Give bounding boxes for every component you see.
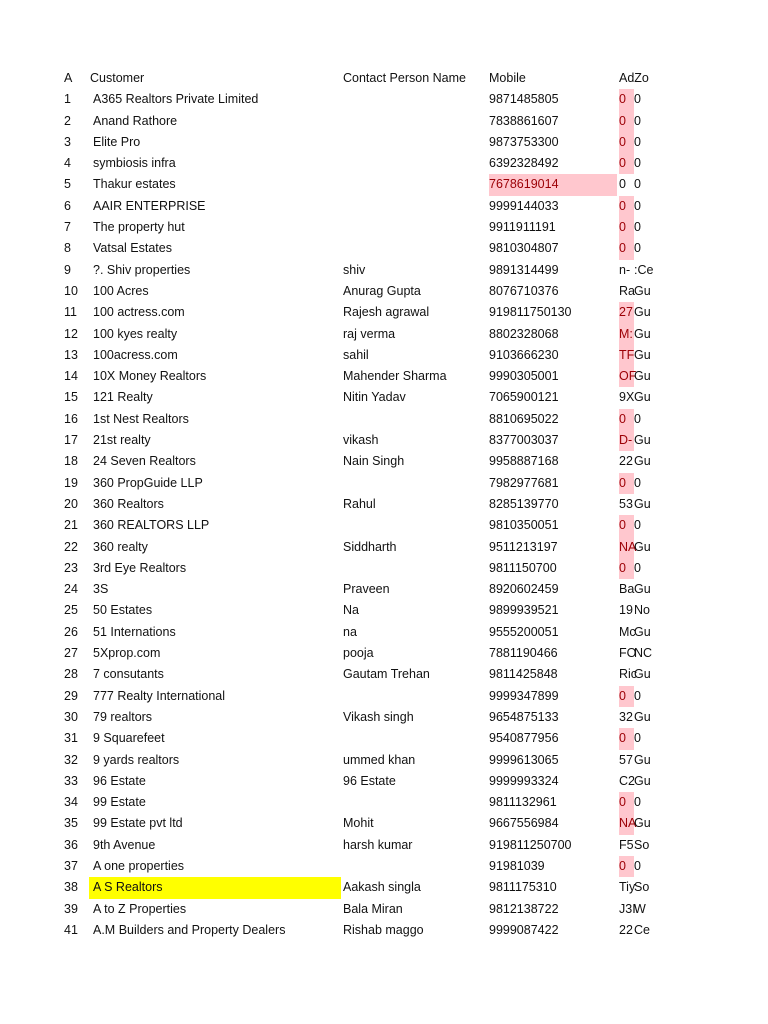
address-cell[interactable]: 0 [619, 686, 634, 707]
contact-person-cell[interactable]: Vikash singh [343, 709, 414, 724]
row-index[interactable]: 14 [64, 369, 78, 384]
header-contact-person[interactable]: Contact Person Name [343, 71, 466, 85]
customer-cell[interactable]: A.M Builders and Property Dealers [93, 922, 286, 937]
customer-cell[interactable]: 10X Money Realtors [93, 369, 207, 384]
row-index[interactable]: 7 [64, 220, 71, 235]
mobile-cell[interactable]: 9511213197 [489, 539, 558, 554]
address-cell[interactable]: 0 [619, 111, 634, 132]
contact-person-cell[interactable] [343, 217, 487, 238]
address-cell-overflow[interactable]: Gu [634, 816, 651, 831]
mobile-cell[interactable]: 9555200051 [489, 624, 559, 639]
address-cell[interactable]: 0 [619, 792, 634, 813]
mobile-cell[interactable]: 9899939521 [489, 603, 559, 618]
row-index[interactable]: 6 [64, 198, 71, 213]
mobile-cell[interactable]: 9911911191 [489, 220, 556, 235]
contact-person-cell[interactable]: Rishab maggo [343, 922, 424, 937]
mobile-cell[interactable]: 9999993324 [489, 773, 559, 788]
address-cell[interactable]: Mc [619, 624, 636, 639]
address-cell[interactable]: 0 [619, 238, 634, 259]
table-row [0, 132, 768, 153]
address-cell[interactable]: 19 [619, 603, 633, 618]
contact-person-cell[interactable]: harsh kumar [343, 837, 413, 852]
table-row [0, 707, 768, 728]
address-cell[interactable]: n- [619, 262, 631, 277]
contact-person-cell[interactable] [343, 238, 487, 259]
address-cell-overflow[interactable]: Gu [634, 624, 651, 639]
mobile-cell[interactable]: 9999144033 [489, 198, 559, 213]
address-cell[interactable]: 0 [619, 217, 634, 238]
address-cell[interactable]: 0 [619, 409, 634, 430]
mobile-cell[interactable]: 9811425848 [489, 667, 558, 682]
mobile-cell[interactable]: 9654875133 [489, 709, 559, 724]
row-index[interactable]: 10 [64, 283, 78, 298]
customer-cell[interactable]: 9 Squarefeet [93, 731, 165, 746]
table-row [0, 622, 768, 643]
spreadsheet [0, 68, 768, 941]
customer-cell[interactable]: 50 Estates [93, 603, 153, 618]
table-row [0, 451, 768, 472]
contact-person-cell[interactable]: sahil [343, 347, 369, 362]
address-cell[interactable]: 0 [619, 153, 634, 174]
mobile-cell[interactable]: 9999087422 [489, 922, 559, 937]
table-row [0, 515, 768, 536]
row-index[interactable]: 9 [64, 262, 71, 277]
mobile-cell[interactable]: 9871485805 [489, 92, 559, 107]
customer-cell[interactable]: 21st realty [93, 433, 151, 448]
row-index[interactable]: 26 [64, 624, 78, 639]
address-cell[interactable]: 9X [619, 390, 635, 405]
contact-person-cell[interactable] [343, 409, 487, 430]
row-index[interactable]: 34 [64, 795, 78, 810]
customer-cell[interactable]: 360 realty [93, 539, 148, 554]
mobile-cell[interactable]: 9891314499 [489, 262, 559, 277]
row-index[interactable]: 30 [64, 709, 78, 724]
contact-person-cell[interactable]: na [343, 624, 357, 639]
customer-cell[interactable]: ?. Shiv properties [93, 262, 191, 277]
row-index[interactable]: 20 [64, 496, 78, 511]
address-cell-overflow[interactable]: No [634, 603, 650, 618]
header-index[interactable]: A [64, 71, 73, 85]
address-cell-overflow[interactable]: 0 [634, 858, 641, 873]
customer-cell[interactable]: symbiosis infra [93, 156, 176, 171]
contact-person-cell[interactable]: Anurag Gupta [343, 283, 421, 298]
table-row [0, 473, 768, 494]
row-index[interactable]: 5 [64, 177, 71, 192]
contact-person-cell[interactable]: Aakash singla [343, 880, 421, 895]
contact-person-cell[interactable]: vikash [343, 433, 379, 448]
address-cell[interactable]: 0 [619, 89, 634, 110]
mobile-cell[interactable]: 8810695022 [489, 411, 559, 426]
address-cell[interactable]: Ra [619, 283, 635, 298]
contact-person-cell[interactable] [343, 174, 487, 195]
row-index[interactable]: 41 [64, 922, 78, 937]
address-cell-overflow[interactable]: 0 [634, 795, 641, 810]
address-cell-overflow[interactable]: 0 [634, 241, 641, 256]
address-cell-overflow[interactable]: Gu [634, 283, 651, 298]
address-cell[interactable]: 53 [619, 496, 633, 511]
table-row [0, 579, 768, 600]
mobile-cell[interactable]: 7881190466 [489, 646, 558, 661]
customer-cell[interactable]: A365 Realtors Private Limited [93, 92, 259, 107]
contact-person-cell[interactable]: Nain Singh [343, 454, 405, 469]
contact-person-cell[interactable]: Nitin Yadav [343, 390, 406, 405]
address-cell[interactable]: OF [619, 366, 634, 387]
mobile-cell[interactable]: 9873753300 [489, 134, 559, 149]
address-cell-overflow[interactable]: So [634, 880, 650, 895]
address-cell-overflow[interactable]: Gu [634, 773, 651, 788]
customer-cell[interactable]: 100 Acres [93, 283, 149, 298]
address-cell-overflow[interactable]: Gu [634, 305, 651, 320]
mobile-cell[interactable]: 8920602459 [489, 582, 559, 597]
customer-cell[interactable]: 360 PropGuide LLP [93, 475, 203, 490]
address-cell[interactable]: FO [619, 646, 637, 661]
table-row [0, 302, 768, 323]
customer-cell[interactable]: 99 Estate pvt ltd [93, 816, 183, 831]
contact-person-cell[interactable]: shiv [343, 262, 366, 277]
address-cell-overflow[interactable]: Gu [634, 390, 651, 405]
customer-cell[interactable]: The property hut [93, 220, 185, 235]
address-cell-overflow[interactable]: So [634, 837, 650, 852]
table-row [0, 877, 768, 898]
address-cell-overflow[interactable]: 0 [634, 411, 641, 426]
table-row [0, 664, 768, 685]
customer-cell[interactable]: 5Xprop.com [93, 646, 161, 661]
customer-cell[interactable]: 100 kyes realty [93, 326, 178, 341]
row-index[interactable]: 15 [64, 390, 78, 405]
address-cell-overflow[interactable]: 0 [634, 198, 641, 213]
customer-cell[interactable]: 79 realtors [93, 709, 153, 724]
address-cell[interactable]: 0 [619, 177, 626, 192]
address-cell[interactable]: TF [619, 345, 634, 366]
address-cell[interactable]: D- [619, 430, 634, 451]
address-cell[interactable]: Ba [619, 582, 635, 597]
table-row [0, 686, 768, 707]
table-row [0, 89, 768, 110]
customer-cell[interactable]: 24 Seven Realtors [93, 454, 196, 469]
header-customer[interactable]: Customer [90, 71, 145, 85]
table-row [0, 366, 768, 387]
row-index[interactable]: 36 [64, 837, 78, 852]
customer-cell[interactable]: 121 Realty [93, 390, 153, 405]
customer-cell[interactable]: Anand Rathore [93, 113, 178, 128]
row-index[interactable]: 21 [64, 518, 78, 533]
mobile-cell[interactable]: 9999613065 [489, 752, 559, 767]
address-cell[interactable]: J3I [619, 901, 636, 916]
address-cell-overflow[interactable]: Gu [634, 433, 651, 448]
mobile-cell[interactable]: 9811150700 [489, 560, 557, 575]
customer-cell[interactable]: 3rd Eye Realtors [93, 560, 187, 575]
address-cell-overflow[interactable]: 0 [634, 220, 641, 235]
contact-person-cell[interactable]: Bala Miran [343, 901, 403, 916]
contact-person-cell[interactable] [343, 728, 487, 749]
mobile-cell[interactable]: 8377003037 [489, 433, 559, 448]
mobile-cell[interactable]: 8076710376 [489, 283, 559, 298]
customer-cell[interactable]: 99 Estate [93, 795, 146, 810]
table-row [0, 537, 768, 558]
mobile-cell[interactable]: 9811132961 [489, 795, 557, 810]
row-index[interactable]: 22 [64, 539, 78, 554]
address-cell-overflow[interactable]: Gu [634, 667, 651, 682]
customer-cell[interactable]: Vatsal Estates [93, 241, 172, 256]
contact-person-cell[interactable] [343, 111, 487, 132]
header-mobile[interactable]: Mobile [489, 71, 526, 85]
row-index[interactable]: 29 [64, 688, 78, 703]
address-cell[interactable]: Tiy [619, 880, 636, 895]
row-index[interactable]: 35 [64, 816, 78, 831]
mobile-cell[interactable]: 919811750130 [489, 305, 572, 320]
address-cell[interactable]: 22 [619, 922, 633, 937]
address-cell-overflow[interactable]: 0 [634, 688, 641, 703]
table-row [0, 899, 768, 920]
customer-cell[interactable]: AAIR ENTERPRISE [93, 198, 206, 213]
contact-person-cell[interactable]: 96 Estate [343, 773, 396, 788]
address-cell-overflow[interactable]: :Ce [634, 262, 654, 277]
mobile-cell[interactable]: 7678619014 [489, 174, 617, 195]
customer-cell[interactable]: 100acress.com [93, 347, 178, 362]
customer-cell[interactable]: 3S [93, 582, 109, 597]
contact-person-cell[interactable] [343, 686, 487, 707]
row-index[interactable]: 18 [64, 454, 78, 469]
table-row [0, 153, 768, 174]
contact-person-cell[interactable]: Rajesh agrawal [343, 305, 430, 320]
address-cell-overflow[interactable]: Gu [634, 709, 651, 724]
address-cell-overflow[interactable]: 0 [634, 113, 641, 128]
contact-person-cell[interactable]: Rahul [343, 496, 376, 511]
address-cell-overflow[interactable]: Gu [634, 347, 651, 362]
row-index[interactable]: 31 [64, 731, 78, 746]
row-index[interactable]: 2 [64, 113, 71, 128]
contact-person-cell[interactable]: Gautam Trehan [343, 667, 430, 682]
table-row [0, 217, 768, 238]
row-index[interactable]: 28 [64, 667, 78, 682]
table-row [0, 345, 768, 366]
mobile-cell[interactable]: 9990305001 [489, 369, 559, 384]
table-row [0, 430, 768, 451]
table-row [0, 728, 768, 749]
address-cell[interactable]: NA [619, 813, 634, 834]
address-cell-overflow[interactable]: Gu [634, 539, 651, 554]
contact-person-cell[interactable]: Na [343, 603, 359, 618]
contact-person-cell[interactable]: ummed khan [343, 752, 416, 767]
contact-person-cell[interactable] [343, 473, 487, 494]
table-row [0, 750, 768, 771]
mobile-cell[interactable]: 9999347899 [489, 688, 559, 703]
address-cell-overflow[interactable]: NC [634, 646, 653, 661]
contact-person-cell[interactable] [343, 153, 487, 174]
address-cell[interactable]: 0 [619, 473, 634, 494]
row-index[interactable]: 12 [64, 326, 78, 341]
table-row [0, 494, 768, 515]
contact-person-cell[interactable] [343, 132, 487, 153]
customer-cell[interactable]: Elite Pro [93, 134, 141, 149]
table-row [0, 196, 768, 217]
table-row [0, 558, 768, 579]
contact-person-cell[interactable] [343, 558, 487, 579]
row-index[interactable]: 39 [64, 901, 78, 916]
mobile-cell[interactable]: 9667556984 [489, 816, 559, 831]
row-index[interactable]: 32 [64, 752, 78, 767]
customer-cell[interactable]: 51 Internations [93, 624, 176, 639]
address-cell-overflow[interactable]: 0 [634, 518, 641, 533]
address-cell-overflow[interactable]: Gu [634, 582, 651, 597]
table-row [0, 835, 768, 856]
customer-cell[interactable]: 777 Realty International [93, 688, 226, 703]
contact-person-cell[interactable]: raj verma [343, 326, 396, 341]
address-cell-overflow[interactable]: 0 [634, 177, 641, 192]
mobile-cell[interactable]: 7982977681 [489, 475, 559, 490]
contact-person-cell[interactable]: Siddharth [343, 539, 397, 554]
address-cell-overflow[interactable]: Gu [634, 326, 651, 341]
customer-cell[interactable]: 9th Avenue [93, 837, 156, 852]
customer-cell[interactable]: 7 consutants [93, 667, 164, 682]
header-address[interactable]: AdZo [619, 71, 649, 85]
customer-cell[interactable]: 9 yards realtors [93, 752, 180, 767]
address-cell[interactable]: 57 [619, 752, 633, 767]
mobile-cell[interactable]: 6392328492 [489, 156, 559, 171]
address-cell[interactable]: NA [619, 537, 634, 558]
address-cell-overflow[interactable]: Ce [634, 922, 650, 937]
customer-cell[interactable]: 360 Realtors [93, 496, 164, 511]
row-index[interactable]: 1 [64, 92, 71, 107]
row-index[interactable]: 24 [64, 582, 78, 597]
table-row [0, 792, 768, 813]
header-row [0, 68, 768, 89]
row-index[interactable]: 23 [64, 560, 78, 575]
mobile-cell[interactable]: 9810350051 [489, 518, 559, 533]
mobile-cell[interactable]: 9812138722 [489, 901, 559, 916]
contact-person-cell[interactable] [343, 792, 487, 813]
mobile-cell[interactable]: 8802328068 [489, 326, 559, 341]
row-index[interactable]: 17 [64, 433, 78, 448]
mobile-cell[interactable]: 9958887168 [489, 454, 559, 469]
table-row [0, 281, 768, 302]
address-cell-overflow[interactable]: 0 [634, 92, 641, 107]
contact-person-cell[interactable]: Mahender Sharma [343, 369, 447, 384]
table-row [0, 813, 768, 834]
contact-person-cell[interactable] [343, 856, 487, 877]
address-cell-overflow[interactable]: Gu [634, 454, 651, 469]
address-cell[interactable]: 0 [619, 196, 634, 217]
table-row [0, 387, 768, 408]
contact-person-cell[interactable] [343, 89, 487, 110]
address-cell-overflow[interactable]: W [634, 901, 646, 916]
address-cell[interactable]: C2 [619, 773, 635, 788]
mobile-cell[interactable]: 91981039 [489, 858, 545, 873]
row-index[interactable]: 37 [64, 858, 78, 873]
row-index[interactable]: 3 [64, 134, 71, 149]
customer-cell[interactable]: Thakur estates [93, 177, 176, 192]
row-index[interactable]: 38 [64, 880, 78, 895]
address-cell-overflow[interactable]: Gu [634, 752, 651, 767]
customer-cell[interactable]: A to Z Properties [93, 901, 187, 916]
address-cell[interactable]: 32 [619, 709, 633, 724]
address-cell-overflow[interactable]: Gu [634, 369, 651, 384]
table-row [0, 324, 768, 345]
customer-cell[interactable]: 360 REALTORS LLP [93, 518, 210, 533]
row-index[interactable]: 33 [64, 773, 78, 788]
row-index[interactable]: 4 [64, 156, 71, 171]
address-cell-overflow[interactable]: 0 [634, 475, 641, 490]
customer-cell[interactable]: 1st Nest Realtors [93, 411, 189, 426]
address-cell[interactable]: Ric [619, 667, 638, 682]
table-row [0, 600, 768, 621]
table-row [0, 409, 768, 430]
address-cell-overflow[interactable]: 0 [634, 156, 641, 171]
row-index[interactable]: 16 [64, 411, 78, 426]
table-row [0, 920, 768, 941]
address-cell[interactable]: 0 [619, 515, 634, 536]
table-row [0, 771, 768, 792]
address-cell[interactable]: F5 [619, 837, 634, 852]
table-row [0, 260, 768, 281]
mobile-cell[interactable]: 9103666230 [489, 347, 559, 362]
address-cell[interactable]: 22 [619, 454, 633, 469]
table-row [0, 643, 768, 664]
contact-person-cell[interactable] [343, 515, 487, 536]
table-body [0, 89, 768, 941]
address-cell-overflow[interactable]: 0 [634, 560, 641, 575]
row-index[interactable]: 19 [64, 475, 78, 490]
customer-cell[interactable]: 96 Estate [93, 773, 146, 788]
mobile-cell[interactable]: 9811175310 [489, 880, 557, 895]
row-index[interactable]: 13 [64, 347, 78, 362]
row-index[interactable]: 11 [64, 305, 77, 320]
address-cell[interactable]: 0 [619, 728, 634, 749]
address-cell[interactable]: 27 [619, 302, 634, 323]
address-cell[interactable]: M: [619, 324, 634, 345]
table-row [0, 238, 768, 259]
mobile-cell[interactable]: 9810304807 [489, 241, 559, 256]
address-cell-overflow[interactable]: 0 [634, 134, 641, 149]
mobile-cell[interactable]: 919811250700 [489, 837, 572, 852]
contact-person-cell[interactable]: Praveen [343, 582, 390, 597]
address-cell-overflow[interactable]: 0 [634, 731, 641, 746]
address-cell-overflow[interactable]: Gu [634, 496, 651, 511]
table-row [0, 174, 768, 195]
row-index[interactable]: 27 [64, 646, 78, 661]
customer-cell[interactable]: A one properties [93, 858, 185, 873]
address-cell[interactable]: 0 [619, 132, 634, 153]
contact-person-cell[interactable]: pooja [343, 646, 374, 661]
customer-cell[interactable]: 100 actress.com [93, 305, 185, 320]
mobile-cell[interactable]: 7065900121 [489, 390, 559, 405]
address-cell[interactable]: 0 [619, 856, 634, 877]
table-row [0, 111, 768, 132]
row-index[interactable]: 25 [64, 603, 78, 618]
contact-person-cell[interactable]: Mohit [343, 816, 374, 831]
mobile-cell[interactable]: 9540877956 [489, 731, 559, 746]
contact-person-cell[interactable] [343, 196, 487, 217]
table-row [0, 856, 768, 877]
mobile-cell[interactable]: 7838861607 [489, 113, 559, 128]
customer-cell[interactable]: A S Realtors [89, 877, 341, 898]
mobile-cell[interactable]: 8285139770 [489, 496, 559, 511]
address-cell[interactable]: 0 [619, 558, 634, 579]
row-index[interactable]: 8 [64, 241, 71, 256]
